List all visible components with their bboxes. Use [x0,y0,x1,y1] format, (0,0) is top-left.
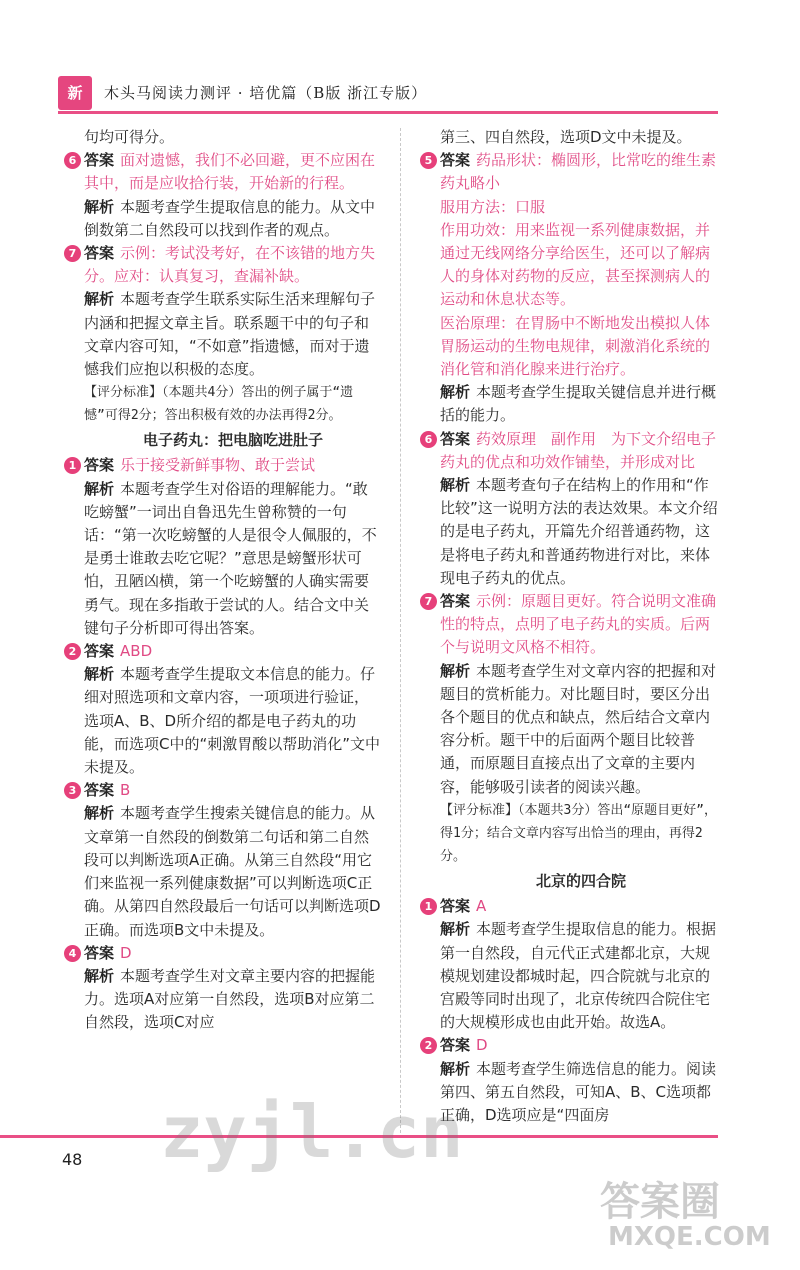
section-title: 北京的四合院 [535,871,626,890]
answer-4: 4 答案 D [84,942,382,965]
answer-text: D [476,1036,488,1055]
question-number-badge: 2 [64,643,81,660]
question-number-badge: 2 [420,1037,437,1054]
answer-text: 乐于接受新鲜事物、敢于尝试 [120,456,316,475]
answer-text: A [476,897,487,916]
book-title: 木头马阅读力测评 · 培优篇（B版 浙江专版） [104,84,428,102]
analysis-7: 解析 本题考查学生对文章内容的把握和对题目的赏析能力。对比题目时，要区分出各个题目的优点和缺点，然后结合文章内容分析。题干中的后面两个题目比较普通，而原题目直接点出了文章的主要内容，能够吸引读者的阅读兴趣。 [440,661,717,796]
watermark-answer-circle: 答案圈 [600,1179,720,1225]
analysis-6: 解析 本题考查学生提取信息的能力。从文中倒数第二自然段可以找到作者的观点。 [84,197,376,239]
answer-text: 示例：原题目更好。符合说明文准确性的特点，点明了电子药丸的实质。后两个与说明文风格不相符。 [440,592,717,657]
continuation-text: 第三、四自然段，选项D文中未提及。 [440,128,692,146]
analysis-4: 解析 本题考查学生对文章主要内容的把握能力。选项A对应第一自然段，选项B对应第二自然段，选项C对应 [84,966,376,1032]
answer-1: 1 答案 乐于接受新鲜事物、敢于尝试 [84,454,382,477]
left-column [68,126,382,1035]
scoring-standard: 【评分标准】（本题共3分）答出“原题目更好”，得1分；结合文章内容写出恰当的理由，再得2分。 [440,802,717,864]
analysis-2: 解析 本题考查学生筛选信息的能力。阅读第四、第五自然段，可知A、B、C选项都正确，D选项应是“四面房 [440,1059,717,1124]
analysis-6: 解析 本题考查句子在结构上的作用和“作比较”这一说明方法的表达效果。本文介绍的是电子药丸，开篇先介绍普通药物，这是将电子药丸和普通药物进行对比，来体现电子药丸的优点。 [440,476,718,587]
answer-3: 3 答案 B [84,779,382,802]
watermark-zyjl: zyjl.cn [160,1090,464,1174]
scoring-standard: 【评分标准】（本题共4分）答出的例子属于“遗憾”可得2分；答出积极有效的办法再得2分。 [84,385,354,424]
analysis-5: 解析 本题考查学生提取关键信息并进行概括的能力。 [440,383,717,425]
answer-line: 医治原理：在胃肠中不断地发出模拟人体胃肠运动的生物电规律，刺激消化系统的消化管和消化腺来进行治疗。 [440,313,711,379]
answer-text: 示例：考试没考好，在不该错的地方失分。应对：认真复习，查漏补缺。 [84,244,376,286]
answer-text: 药效原理 副作用 为下文介绍电子药丸的优点和功效作铺垫，并形成对比 [440,429,717,471]
analysis-7: 解析 本题考查学生联系实际生活来理解句子内涵和把握文章主旨。联系题干中的句子和文章内容可知，“不如意”指遗憾，而对于遗憾我们应抱以积极的态度。 [84,290,376,379]
question-number-badge: 4 [64,945,81,962]
header-rule [58,111,718,114]
answer-text: ABD [120,642,153,661]
answer-line: 服用方法：口服 [440,197,546,216]
answer-text: 面对遗憾，我们不必回避，更不应困在其中，而是应收拾行装，开始新的行程。 [84,151,376,193]
column-divider [400,128,401,1138]
answer-5: 5 答案 药品形状：椭圆形，比常吃的维生素药丸略小 [440,149,722,195]
answer-text: B [120,781,131,800]
question-number-badge: 3 [64,782,81,799]
analysis-2: 解析 本题考查学生提取文本信息的能力。仔细对照选项和文章内容，一项项进行验证，选项A、B、D所介绍的都是电子药丸的功能，而选项C中的“刺激胃酸以帮助消化”文中未提及。 [84,665,381,777]
right-column [424,126,722,1127]
question-number-badge: 7 [420,593,437,610]
answer-2: 2 答案 D [440,1034,722,1057]
analysis-1: 解析 本题考查学生提取信息的能力。根据第一自然段，自元代正式建都北京，大规模规划建设都城时起，四合院就与北京的宫殿等同时出现了，北京传统四合院住宅的大规模形成也由此开始。故选A。 [440,920,717,1032]
analysis-3: 解析 本题考查学生搜索关键信息的能力。从文章第一自然段的倒数第二句话和第二自然段可以判断选项A正确。从第三自然段“用它们来监视一系列健康数据”可以判断选项C正确。从第四自然段最后一句话可以判断选项D正确。而选项B文中未提及。 [84,804,381,939]
answer-1: 1 答案 A [440,895,722,918]
answer-line: 药品形状：椭圆形，比常吃的维生素药丸略小 [440,151,717,193]
question-number-badge: 6 [420,431,437,448]
section-title: 电子药丸：把电脑吃进肚子 [142,431,323,450]
continuation-text: 句均可得分。 [84,128,175,146]
answer-6: 6 答案 药效原理 副作用 为下文介绍电子药丸的优点和功效作铺垫，并形成对比 [440,428,722,474]
answer-7: 7 答案 示例：原题目更好。符合说明文准确性的特点，点明了电子药丸的实质。后两个与说明文风格不相符。 [440,590,722,660]
answer-7: 7 答案 示例：考试没考好，在不该错的地方失分。应对：认真复习，查漏补缺。 [84,242,382,288]
question-number-badge: 7 [64,245,81,262]
book-logo: 新 [58,76,92,110]
analysis-1: 解析 本题考查学生对俗语的理解能力。“敢吃螃蟹”一词出自鲁迅先生曾称赞的一句话：“第一次吃螃蟹的人是很令人佩服的，不是勇士谁敢去吃它呢？”意思是螃蟹形状可怕，丑陋凶横，第一个吃螃蟹的人确实需要勇气。现在多指敢于尝试的人。结合文中关键句子分析即可得出答案。 [84,479,377,637]
answer-2: 2 答案 ABD [84,640,382,663]
page-header [58,76,718,116]
page-number: 48 [62,1150,83,1169]
question-number-badge: 1 [420,898,437,915]
question-number-badge: 1 [64,457,81,474]
question-number-badge: 6 [64,152,81,169]
watermark-mxqe: MXQE.COM [608,1222,771,1252]
answer-text: D [120,943,132,962]
answer-line: 作用功效：用来监视一系列健康数据，并通过无线网络分享给医生，还可以了解病人的身体对药物的反应，甚至探测病人的运动和休息状态等。 [440,220,711,309]
footer-rule [0,1135,718,1138]
answer-6: 6 答案 面对遗憾，我们不必回避，更不应困在其中，而是应收拾行装，开始新的行程。 [84,149,382,195]
question-number-badge: 5 [420,152,437,169]
